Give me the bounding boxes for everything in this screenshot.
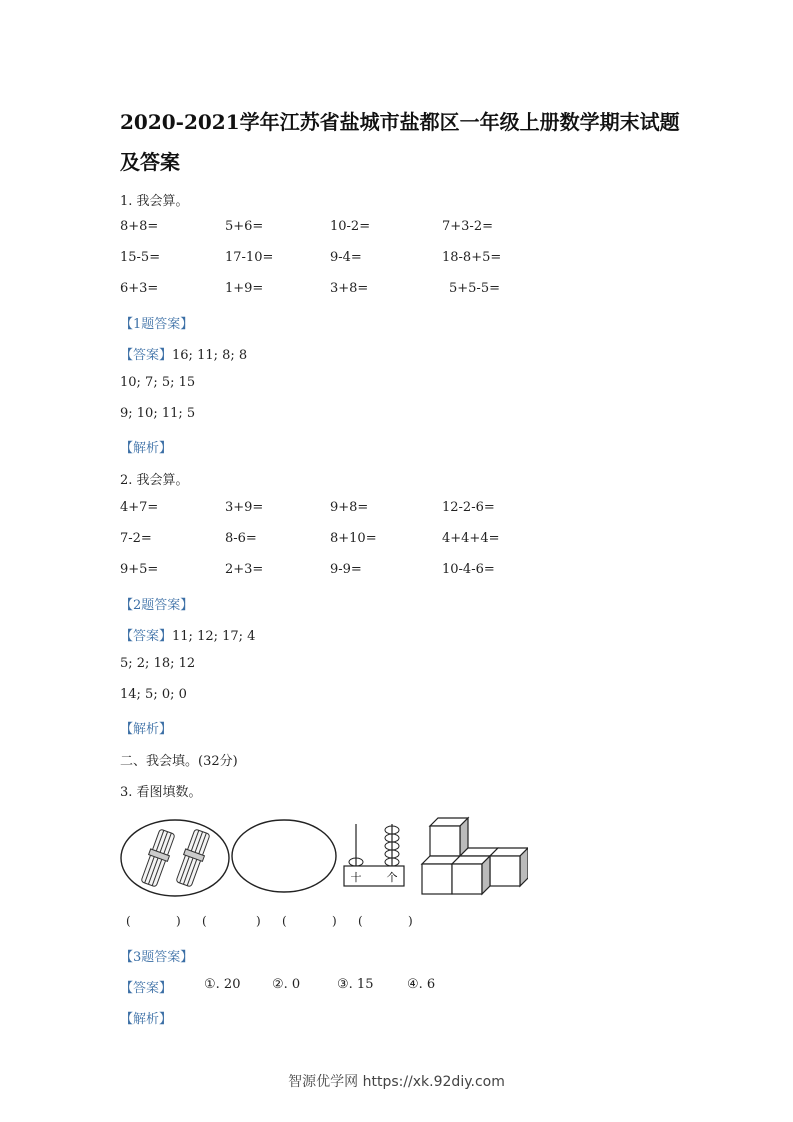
- q2-expr: 9-9=: [330, 562, 362, 577]
- q2-expr: 9+5=: [120, 562, 159, 577]
- q2-expr: 2+3=: [225, 562, 264, 577]
- q2-row-2: [120, 531, 600, 549]
- q1-expr: 17-10=: [225, 250, 274, 265]
- q1-row-1: [120, 219, 600, 237]
- answer-prefix: 【答案】: [120, 981, 173, 996]
- q3-answer-2: ②. 0: [272, 977, 301, 992]
- section-heading: 二、我会填。(32分): [120, 754, 238, 769]
- q2-expr: 8+10=: [330, 531, 377, 546]
- abacus: [344, 824, 404, 886]
- q3-figure: [118, 812, 528, 904]
- q2-expr: 3+9=: [225, 500, 264, 515]
- q1-row-3: [120, 281, 600, 299]
- q1-heading: 1. 我会算。: [120, 194, 189, 209]
- q3-answer-4: ④. 6: [407, 977, 436, 992]
- q2-expr: 4+4+4=: [442, 531, 500, 546]
- q1-expr: 1+9=: [225, 281, 264, 296]
- q3-answer-3: ③. 15: [337, 977, 374, 992]
- abacus-ones-label: 个: [386, 871, 398, 884]
- q1-expr: 15-5=: [120, 250, 161, 265]
- answer-prefix: 【答案】: [120, 629, 173, 644]
- q3-answer-1: ①. 20: [204, 977, 241, 992]
- q1-expr: 5+6=: [225, 219, 264, 234]
- q1-expr: 10-2=: [330, 219, 371, 234]
- answer-text: 16; 11; 8; 8: [172, 348, 248, 363]
- q2-answer-line-2: 5; 2; 18; 12: [120, 656, 196, 671]
- q1-expr: 7+3-2=: [442, 219, 493, 234]
- q2-expr: 7-2=: [120, 531, 152, 546]
- q2-answer-line-1: [120, 625, 255, 644]
- q3-analysis-label: 【解析】: [120, 1012, 173, 1027]
- blank-open: (: [202, 914, 207, 928]
- q1-expr: 6+3=: [120, 281, 159, 296]
- q1-answer-line-1: [120, 344, 247, 363]
- q1-answer-line-3: 9; 10; 11; 5: [120, 406, 196, 421]
- q2-row-3: [120, 562, 600, 580]
- abacus-tens-label: 十: [350, 871, 362, 884]
- q2-heading: 2. 我会算。: [120, 473, 189, 488]
- q2-expr: 9+8=: [330, 500, 369, 515]
- answer-prefix: 【答案】: [120, 348, 173, 363]
- cube-stack: [422, 818, 528, 894]
- q1-row-2: [120, 250, 600, 268]
- blank-open: (: [126, 914, 131, 928]
- q1-answer-label: 【1题答案】: [120, 317, 194, 332]
- blank-close: ): [256, 914, 261, 928]
- q1-expr: 18-8+5=: [442, 250, 502, 265]
- q2-answer-label: 【2题答案】: [120, 598, 194, 613]
- q3-heading: 3. 看图填数。: [120, 785, 202, 800]
- q1-expr: 3+8=: [330, 281, 369, 296]
- q1-answer-line-2: 10; 7; 5; 15: [120, 375, 196, 390]
- blank-close: ): [332, 914, 337, 928]
- q1-analysis-label: 【解析】: [120, 441, 173, 456]
- q2-expr: 10-4-6=: [442, 562, 495, 577]
- q2-expr: 4+7=: [120, 500, 159, 515]
- q1-expr: 9-4=: [330, 250, 362, 265]
- q2-analysis-label: 【解析】: [120, 722, 173, 737]
- empty-ellipse: [232, 820, 336, 892]
- answer-text: 11; 12; 17; 4: [172, 629, 256, 644]
- blank-close: ): [176, 914, 181, 928]
- q3-blanks: [126, 914, 426, 932]
- q2-answer-line-3: 14; 5; 0; 0: [120, 687, 187, 702]
- q3-answer-line: [120, 977, 450, 995]
- q1-expr: 8+8=: [120, 219, 159, 234]
- page-title: 2020-2021学年江苏省盐城市盐都区一年级上册数学期末试题及答案: [120, 110, 680, 174]
- stick-bundles-picture: [121, 820, 229, 896]
- q2-row-1: [120, 500, 600, 518]
- blank-open: (: [282, 914, 287, 928]
- q3-answer-label: 【3题答案】: [120, 950, 194, 965]
- footer-watermark: 智源优学网 https://xk.92diy.com: [288, 1074, 505, 1090]
- q2-expr: 12-2-6=: [442, 500, 495, 515]
- blank-close: ): [408, 914, 413, 928]
- q2-expr: 8-6=: [225, 531, 257, 546]
- blank-open: (: [358, 914, 363, 928]
- q1-expr: 5+5-5=: [449, 281, 500, 296]
